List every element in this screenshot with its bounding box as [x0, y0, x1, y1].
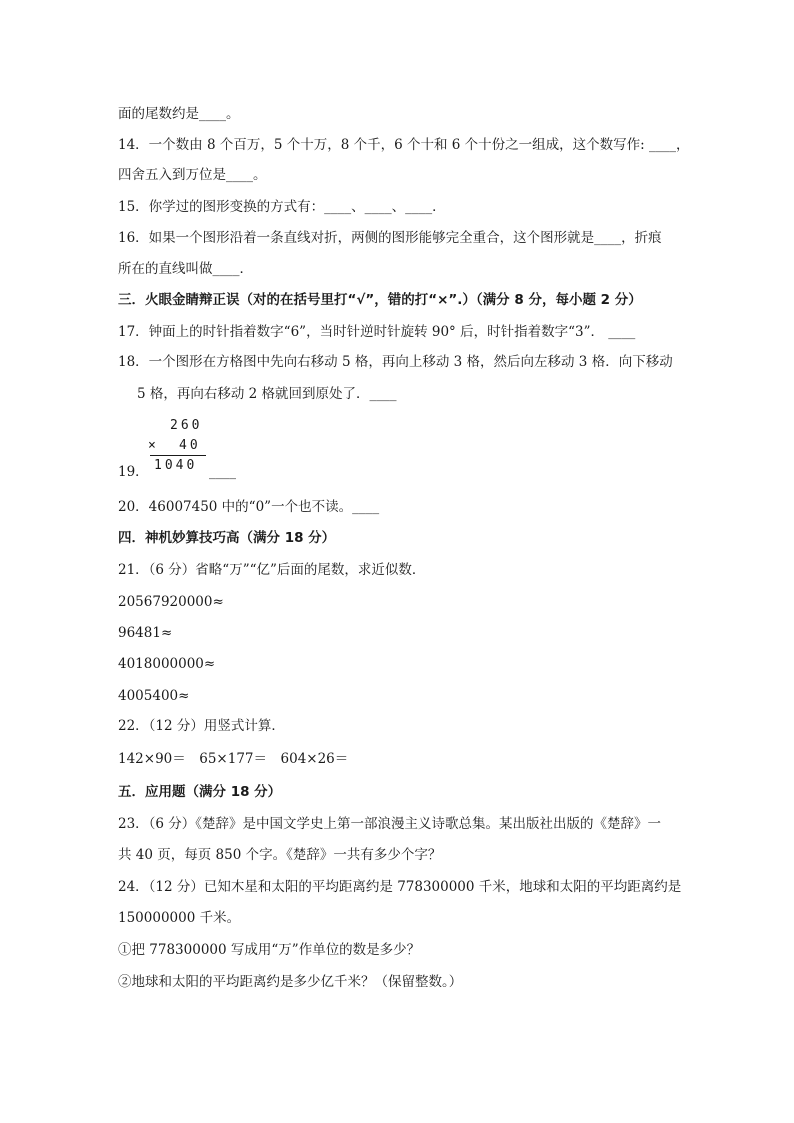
q16-line1: 16．如果一个图形沿着一条直线对折，两侧的图形能够完全重合，这个图形就是____，折痕	[118, 230, 662, 246]
q20: 20．46007450 中的“0”一个也不读。____	[118, 499, 380, 515]
q19-blank: ____	[209, 464, 236, 480]
q21: 21．（6 分）省略“万”“亿”后面的尾数，求近似数．	[118, 562, 426, 578]
section-5-title: 五．应用题（满分 18 分）	[118, 784, 282, 800]
q18-line1: 18．一个图形在方格图中先向右移动 5 格，再向上移动 3 格，然后向左移动 3 格．向下移动	[118, 354, 673, 370]
calc-rule	[150, 455, 206, 456]
q23-line1: 23．（6 分）《楚辞》是中国文学史上第一部浪漫主义诗歌总集。某出版社出版的《楚辞》一	[118, 816, 662, 832]
section-3-title: 三．火眼金睛辩正误（对的在括号里打“√”，错的打“×”.）（满分 8 分，每小题 2 分）	[118, 292, 642, 308]
q22-expressions: 142×90＝ 65×177＝ 604×26＝	[118, 751, 349, 767]
q14-line2: 四舍五入到万位是____。	[118, 167, 267, 183]
q21-item-2: 96481≈	[118, 625, 173, 641]
q14-line1: 14．一个数由 8 个百万，5 个十万，8 个千，6 个十和 6 个十份之一组成，这个数写作: ____，	[118, 137, 690, 153]
q24-sub-2: ②地球和太阳的平均距离约是多少亿千米？（保留整数。）	[118, 974, 463, 990]
q17: 17．钟面上的时针指着数字“6”，当时针逆时针旋转 90° 后，时针指着数字“3”． ____	[118, 324, 636, 340]
q15: 15．你学过的图形变换的方式有：____、____、____．	[118, 199, 446, 215]
q23-line2: 共 40 页，每页 850 个字。《楚辞》一共有多少个字？	[118, 847, 442, 863]
calc-row-2: 40	[179, 438, 201, 453]
q16-line2: 所在的直线叫做____．	[118, 261, 253, 277]
q21-item-1: 20567920000≈	[118, 594, 224, 610]
q21-item-3: 4018000000≈	[118, 656, 216, 672]
q18-line2: 5 格，再向右移动 2 格就回到原处了．____	[137, 386, 397, 402]
q24-line1: 24．（12 分）已知木星和太阳的平均距离约是 778300000 千米，地球和太阳的平均距离约是	[118, 879, 682, 895]
q19-label: 19．	[118, 464, 149, 480]
q24-sub-1: ①把 778300000 写成用“万”作单位的数是多少？	[118, 942, 421, 958]
section-4-title: 四．神机妙算技巧高（满分 18 分）	[118, 530, 336, 546]
calc-result: 1040	[154, 458, 198, 473]
calc-operator: ×	[148, 438, 156, 453]
q22: 22．（12 分）用竖式计算．	[118, 718, 285, 734]
q13-tail: 面的尾数约是____。	[118, 106, 240, 122]
q24-line2: 150000000 千米。	[118, 910, 241, 926]
q21-item-4: 4005400≈	[118, 688, 190, 704]
calc-row-1: 260	[170, 418, 203, 433]
